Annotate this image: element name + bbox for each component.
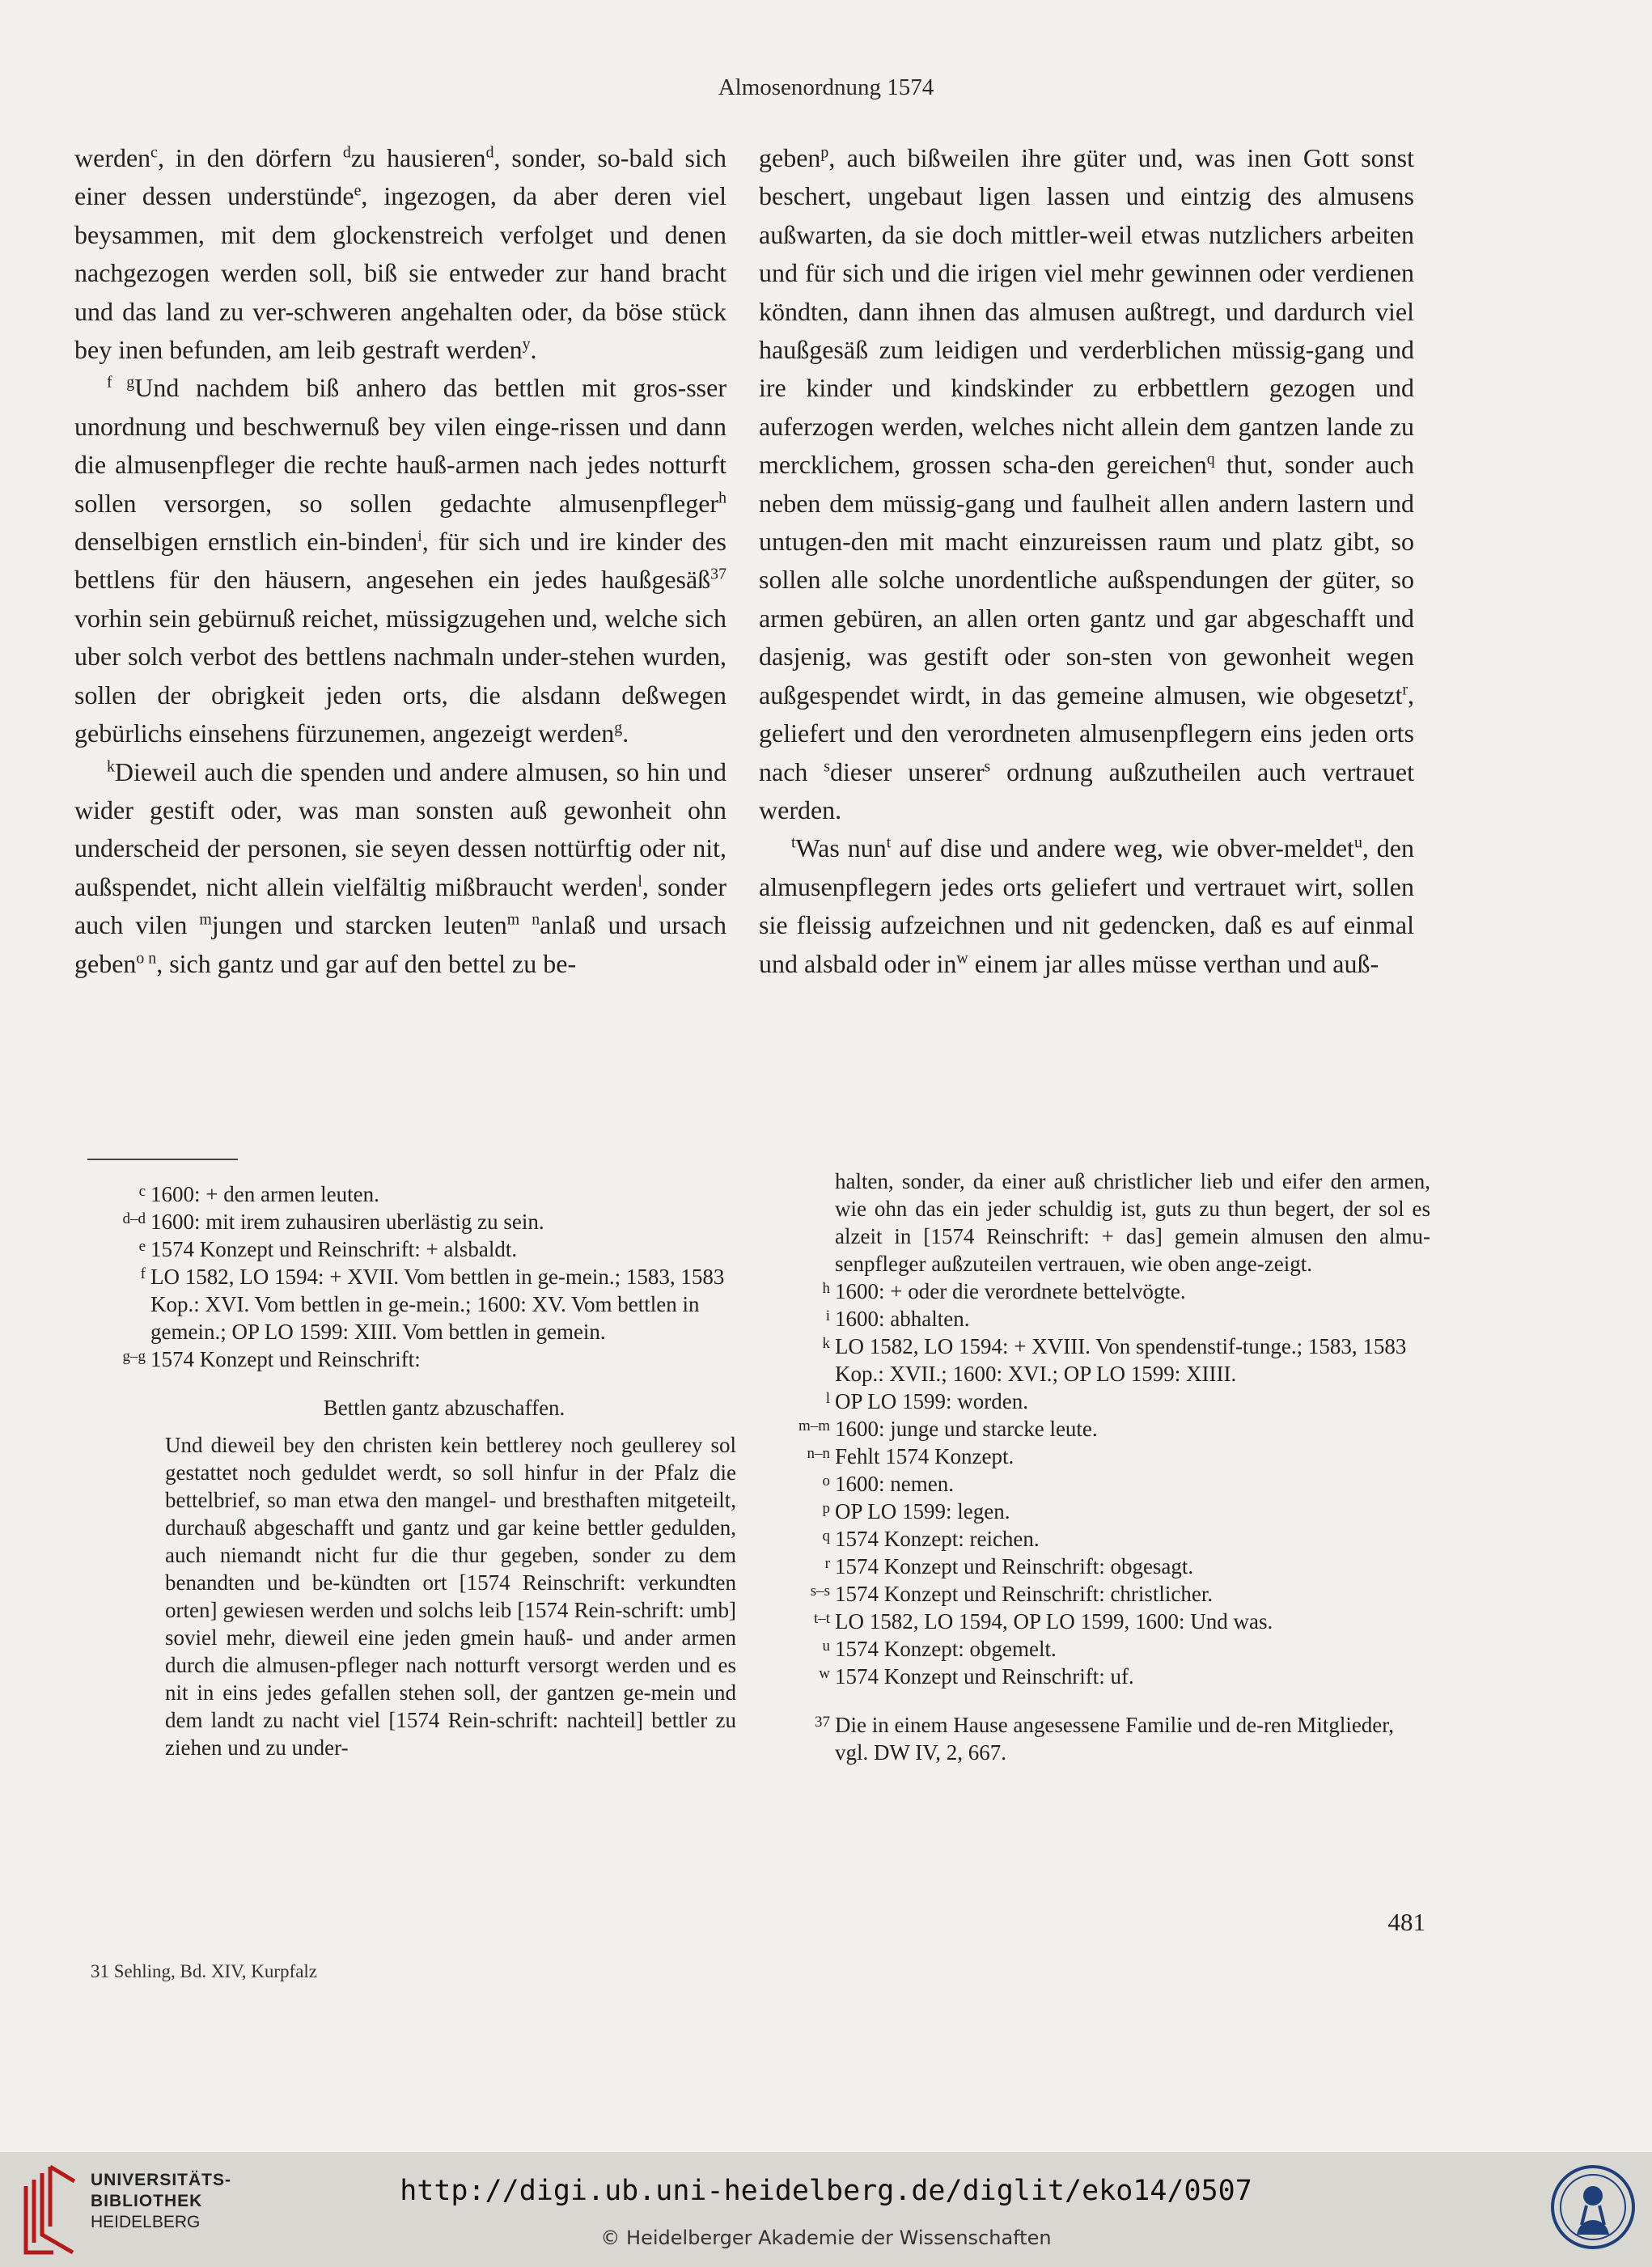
library-name-line: BIBLIOTHEK <box>91 2192 203 2210</box>
academy-seal-icon[interactable] <box>1549 2162 1637 2252</box>
footnote-reference: s <box>984 756 991 775</box>
quoted-block-title: Bettlen gantz abzuschaffen. <box>323 1396 565 1420</box>
footnote-marker: s–s <box>810 1583 830 1600</box>
footnote-reference: d <box>342 143 351 162</box>
footnote-reference: r <box>1402 680 1408 699</box>
footnote-reference: d <box>485 143 494 162</box>
footnote-marker: c <box>138 1183 146 1200</box>
footnote-text: LO 1582, LO 1594: + XVII. Vom bettlen in ge-mein.; 1583, 1583 Kop.: XVI. Vom bettlen in ge-mein.; 1600: XV. Vom bettlen in gemein.; OP LO 1599: XIII. Vom bettlen in gemein. <box>150 1265 725 1344</box>
footnote <box>759 1333 1430 1388</box>
footnote-text: OP LO 1599: legen. <box>835 1499 1010 1523</box>
footnote <box>759 1278 1430 1305</box>
footnote <box>759 1470 1430 1498</box>
footnotes-left-column <box>74 1180 738 1761</box>
footnotes-right-column <box>759 1167 1430 1766</box>
footnote <box>759 1388 1430 1415</box>
footnote-reference: l <box>638 872 642 891</box>
footnote-reference: y <box>522 335 531 354</box>
footnote-reference: 37 <box>710 565 726 583</box>
footnote-reference: g <box>614 718 623 737</box>
footnote-marker: h <box>822 1280 830 1297</box>
footnote-marker: w <box>819 1665 830 1682</box>
footnote-marker: t–t <box>813 1610 830 1627</box>
footnote-text: 1600: + den armen leuten. <box>150 1182 379 1206</box>
footnote-marker: o <box>822 1472 830 1489</box>
footnote-marker: p <box>822 1500 830 1517</box>
main-right-paragraph: $^t$Was nun$^t$ auf dise und andere weg, wie obver-meldet$^u$, den almusenpflegern jedes orts geliefert und vertrauet wirt, sollen sie fleissig aufzeichnen und nit gedencken, daß es auf einmal und alsbald oder $in^w$ einem jar alles müsse verthan und auß- <box>759 833 1415 978</box>
footnote-marker: d–d <box>122 1210 146 1227</box>
footnote-marker: f <box>140 1265 146 1282</box>
footnote <box>759 1498 1430 1525</box>
footnote-text: 1574 Konzept und Reinschrift: + alsbaldt. <box>150 1237 518 1261</box>
footnote-list-right <box>759 1278 1430 1690</box>
viewer-footer <box>0 2152 1652 2267</box>
footnote-reference: w <box>956 948 968 967</box>
footnote-text: 1600: junge und starcke leute. <box>835 1417 1098 1441</box>
footnote <box>759 1443 1430 1470</box>
footnote-marker: e <box>138 1238 146 1255</box>
footnote-reference: t <box>791 833 796 852</box>
footnote <box>74 1180 738 1208</box>
quoted-block-text: Und dieweil bey den christen kein bettlerey noch geullerey sol gestattet noch geduldet werdt, so soll hinfur in der Pfalz die bettelbrief, so man etwa den mangel- und bresthaften mitgeteilt, durchauß abgeschafft und gantz und gar keine bettler gedulden, auch niemandt nicht fur die thur gegeben, sonder zu dem benandten und be-kündten ort [1574 Reinschrift: verkundten orten] gewiesen werden und solchs leib [1574 Rein-schrift: umb] soviel mehr, dieweil eine jeden gmein hauß- und ander armen durch die almusen-pfleger nach notturft versorgt werden und es nit in eins jedes gefallen stehen soll, der gantzen ge-mein und dem landt zu nacht viel [1574 Rein-schrift: nachteil] bettler zu ziehen und zu under- <box>165 1433 736 1760</box>
footnote-reference: u <box>1353 833 1362 852</box>
printer-signature: 31 Sehling, Bd. XIV, Kurpfalz <box>91 1961 318 1981</box>
footnote <box>759 1525 1430 1553</box>
footnote-marker: q <box>822 1528 830 1545</box>
footnote-text: 1600: nemen. <box>835 1472 954 1496</box>
footnote-reference: m <box>506 910 520 929</box>
university-name-line: UNIVERSITÄTS- <box>91 2171 232 2189</box>
footnote-marker: n–n <box>807 1445 830 1462</box>
footnote-text: OP LO 1599: worden. <box>835 1389 1028 1413</box>
footnote-text: 1600: abhalten. <box>835 1307 970 1331</box>
footnote-text: 1574 Konzept und Reinschrift: uf. <box>835 1664 1134 1689</box>
footnote-marker: u <box>822 1638 830 1655</box>
footnote-text: LO 1582, LO 1594, OP LO 1599, 1600: Und was. <box>835 1609 1273 1634</box>
footnote-37 <box>759 1711 1430 1766</box>
footnote-reference: c <box>150 143 158 162</box>
footnote <box>74 1208 738 1235</box>
footnote <box>759 1415 1430 1443</box>
footnote <box>759 1580 1430 1608</box>
footnote <box>759 1305 1430 1333</box>
main-left-paragraph: $^{f g}$Und nachdem biß anhero das bettlen mit gros-sser unordnung und beschwernuß bey vilen einge-rissen und dann die almusenpfleger die rechte hauß-armen nach jedes notturft sollen versorgen, so sollen gedachte almusenpfleger$^h$ denselbigen ernstlich ein-binden$^i$, für sich und ire kinder des bettlens für den häusern, angesehen ein jedes haußgesäß$^{37}$ vorhin sein gebürnuß reichet, müssigzugehen und, welche sich uber solch verbot des bettlens nachmaln under-stehen wurden, sollen der obrigkeit jeden orts, die alsdann deßwegen gebürlichs einsehens fürzunemen, angezeigt werden$^g$. <box>74 373 727 748</box>
footnote-text: 1574 Konzept: obgemelt. <box>835 1637 1057 1661</box>
footnote-marker: r <box>824 1555 830 1572</box>
footnote-reference: f g <box>107 373 135 392</box>
footnote-marker: i <box>825 1307 830 1324</box>
footnote-list-left <box>74 1180 738 1373</box>
footnote-reference: h <box>718 489 726 506</box>
footnote-text: Die in einem Hause angesessene Familie und de-ren Mitglieder, vgl. DW IV, 2, 667. <box>835 1713 1394 1765</box>
main-left-paragraph: $^k$Dieweil auch die spenden und andere almusen, so hin und wider gestift oder, was man sonsten auß gewonheit ohn underscheid der personen, sie seyen dessen nottürftig oder nit, außspendet, nicht allein vielfältig mißbraucht werden$^l$, sonder auch vilen $^m$jungen und starcken leuten$^m$ $^n$anlaß und ursach geben$^{o n}$, sich gantz und gar auf den bettel zu be- <box>74 756 727 978</box>
footnote-reference: q <box>1206 450 1215 468</box>
running-head: Almosenordnung 1574 <box>718 74 934 100</box>
footnote-reference: o n <box>136 948 157 967</box>
footnote-marker: g–g <box>122 1348 146 1365</box>
footnote-reference: i <box>417 527 422 545</box>
footnote-text: 1574 Konzept und Reinschrift: <box>150 1347 421 1371</box>
footnote-marker: k <box>822 1335 830 1352</box>
footnote-text: 1600: mit irem zuhausiren uberlästig zu sein. <box>150 1210 544 1234</box>
copyright-notice: © Heidelberger Akademie der Wissenschaften <box>600 2227 1052 2249</box>
main-left-paragraph: werden$^c$, in den dörfern $^d$zu hausieren$^d$, sonder, so-bald sich einer dessen understünde$^e$, ingezogen, da aber deren viel beysammen, mit dem glockenstreich verfolget und denen nachgezogen werden soll, biß sie entweder zur hand bracht und das land zu ver-schweren angehalten oder, da böse stück bey inen befunden, am leib gestraft werden$^y$. <box>74 143 727 365</box>
footnote-reference: k <box>107 756 115 775</box>
footnote <box>74 1263 738 1345</box>
footnote <box>759 1553 1430 1580</box>
footnote-text: 1574 Konzept: reichen. <box>835 1527 1040 1551</box>
footnote-text: LO 1582, LO 1594: + XVIII. Von spendenstif-tunge.; 1583, 1583 Kop.: XVII.; 1600: XVI.; OP LO 1599: XIIII. <box>835 1334 1407 1386</box>
footnote-marker: m–m <box>798 1417 830 1434</box>
footnote-separator <box>87 1159 238 1160</box>
footnote-reference: s <box>824 756 831 775</box>
main-text-left-column <box>74 139 726 983</box>
footnote <box>74 1235 738 1263</box>
footnote-marker: 37 <box>815 1714 830 1731</box>
footnote-text: 1600: + oder die verordnete bettelvögte. <box>835 1279 1186 1303</box>
page-number: 481 <box>1387 1908 1425 1936</box>
main-text-right-column <box>759 139 1414 983</box>
footnote-text: Fehlt 1574 Konzept. <box>835 1444 1014 1468</box>
footnote-reference: e <box>354 181 362 200</box>
main-right-paragraph: geben$^p$, auch bißweilen ihre güter und, was inen Gott sonst beschert, ungebaut ligen lassen und eintzig des almusens außwarten, da sie doch mittler-weil etwas nutzlichers arbeiten und für sich und die irigen viel mehr gewinnen oder verdienen köndten, dann ihnen das almusen außtregt, und dardurch viel haußgesäß zum leidigen und verderblichen müssig-gang und ire kinder und kindskinder zu erbbettlern gezogen und auferzogen werden, welches nicht allein dem gantzen lande zu mercklichem, grossen scha-den gereichen$^q$ thut, sonder auch neben dem müssig-gang und faulheit allen andern lastern und untugen-den mit macht einzureissen raum und platz gibt, so sollen alle solche unordentliche außspendungen der güter, so armen gebüren, an allen orten gantz und gar abgeschafft und dasjenig, was gestift oder son-sten von gewonheit wegen außgespendet wirdt, in das gemeine almusen, wie obgesetzt$^r$, geliefert und den verordneten almusenpflegern eins jeden orts nach $^s$dieser unserer$^s$ ordnung außzutheilen auch vertrauet werden. <box>759 143 1415 824</box>
footnote <box>74 1345 738 1373</box>
footnote <box>759 1608 1430 1635</box>
footnote-text: 1574 Konzept und Reinschrift: obgesagt. <box>835 1554 1194 1578</box>
footnote-reference: p <box>820 143 829 162</box>
footnote <box>759 1663 1430 1690</box>
footnote-reference: n <box>532 910 540 929</box>
footnote-reference: t <box>886 833 892 852</box>
footnote-reference: m <box>199 910 212 929</box>
city-name-line: HEIDELBERG <box>91 2213 201 2231</box>
footnote <box>759 1635 1430 1663</box>
footnote-text: 1574 Konzept und Reinschrift: christlicher. <box>835 1582 1214 1606</box>
quoted-block-continuation: halten, sonder, da einer auß christlicher lieb und eifer den armen, wie ohn das ein jeder schuldig ist, guts zu thun begert, der sol es alzeit in [1574 Reinschrift: + das] gemein almusen den almu-senpfleger außzuteilen vertrauen, wie oben ange-zeigt. <box>835 1169 1430 1276</box>
document-url-link[interactable]: http://digi.ub.uni-heidelberg.de/diglit/eko14/0507 <box>400 2175 1252 2207</box>
footnote-marker: l <box>825 1390 830 1407</box>
